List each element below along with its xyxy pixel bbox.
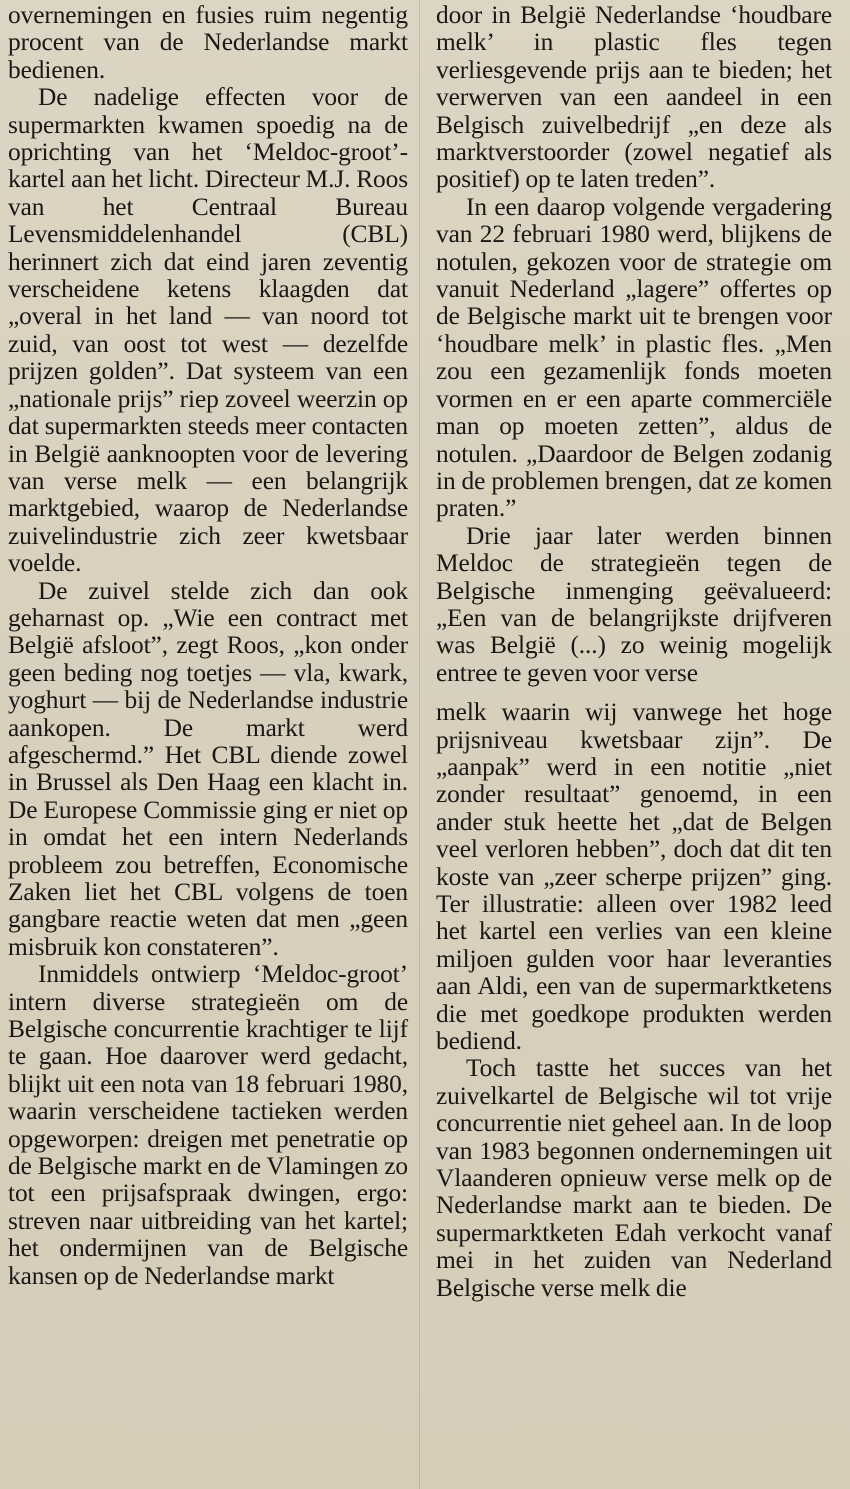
paragraph: Toch tastte het succes van het zuivelkartel de Belgische wil tot vrije concurrentie niet geheel aan. In de loop van 1983 begonnen ondernemingen uit Vlaanderen opnieuw verse melk op de Nederlandse markt aan te bieden. De supermarktketen Edah verkocht vanaf mei in het zuiden van Nederland Belgische verse melk die	[436, 1054, 832, 1302]
paragraph: Drie jaar later werden binnen Meldoc de strategieën tegen de Belgische inmenging geëvalueerd: „Een van de belangrijkste drijfveren was België (...) zo weinig mogelijk entree te geven voor verse	[436, 521, 832, 687]
paragraph: overnemingen en fusies ruim negentig procent van de Nederlandse markt bedienen.	[8, 1, 408, 84]
column-divider	[419, 0, 420, 1489]
paragraph: melk waarin wij vanwege het hoge prijsniveau kwetsbaar zijn”. De „aanpak” werd in een notitie „niet zonder resultaat” genoemd, in een ander stuk heette het „dat de Belgen veel verloren hebben”, doch dat dit ten koste van „zeer scherpe prijzen” ging. Ter illustratie: alleen over 1982 leed het kartel een verlies van een kleine miljoen gulden voor haar leveranties aan Aldi, een van de supermarktketens die met goedkope produkten werden bediend.	[436, 698, 832, 1056]
paragraph: De nadelige effecten voor de supermarkten kwamen spoedig na de oprichting van het ‘Meldoc-groot’-kartel aan het licht. Directeur M.J. Roos van het Centraal Bureau Levensmiddelenhandel (CBL) herinnert zich dat eind jaren zeventig verscheidene ketens klaagden dat „overal in het land — van noord tot zuid, van oost tot west — dezelfde prijzen golden”. Dat systeem van een „nationale prijs” riep zoveel weerzin op dat supermarkten steeds meer contacten in België aanknoopten voor de levering van verse melk — een belangrijk marktgebied, waarop de Nederlandse zuivelindustrie zich zeer kwetsbaar voelde.	[8, 83, 408, 578]
left-column	[8, 2, 408, 1290]
paragraph: Inmiddels ontwierp ‘Meldoc-groot’ intern diverse strategieën om de Belgische concurrentie krachtiger te lijf te gaan. Hoe daarover werd gedacht, blijkt uit een nota van 18 februari 1980, waarin verscheidene tactieken werden opgeworpen: dreigen met penetratie op de Belgische markt en de Vlamingen zo tot een prijsafspraak dwingen, ergo: streven naar uitbreiding van het kartel; het ondermijnen van de Belgische kansen op de Nederlandse markt	[8, 960, 408, 1290]
right-column	[436, 2, 832, 1302]
paragraph: door in België Nederlandse ‘houdbare melk’ in plastic fles tegen verliesgevende prijs aan te bieden; het verwerven van een aandeel in een Belgisch zuivelbedrijf „en deze als marktverstoorder (zowel negatief als positief) op te laten treden”.	[436, 1, 832, 194]
paragraph: In een daarop volgende vergadering van 22 februari 1980 werd, blijkens de notulen, gekozen voor de strategie om vanuit Nederland „lagere” offertes op de Belgische markt uit te brengen voor ‘houdbare melk’ in plastic fles. „Men zou een gezamenlijk fonds moeten vormen en er een aparte commerciële man op moeten zetten”, aldus de notulen. „Daardoor de Belgen zodanig in de problemen brengen, dat ze komen praten.”	[436, 192, 832, 523]
paragraph: De zuivel stelde zich dan ook geharnast op. „Wie een contract met België afsloot”, zegt Roos, „kon onder geen beding nog toetjes — vla, kwark, yoghurt — bij de Nederlandse industrie aankopen. De markt werd afgeschermd.” Het CBL diende zowel in Brussel als Den Haag een klacht in. De Europese Commissie ging er niet op in omdat het een intern Nederlands probleem zou betreffen, Economische Zaken liet het CBL volgens de toen gangbare reactie weten dat men „geen misbruik kon constateren”.	[8, 576, 408, 961]
